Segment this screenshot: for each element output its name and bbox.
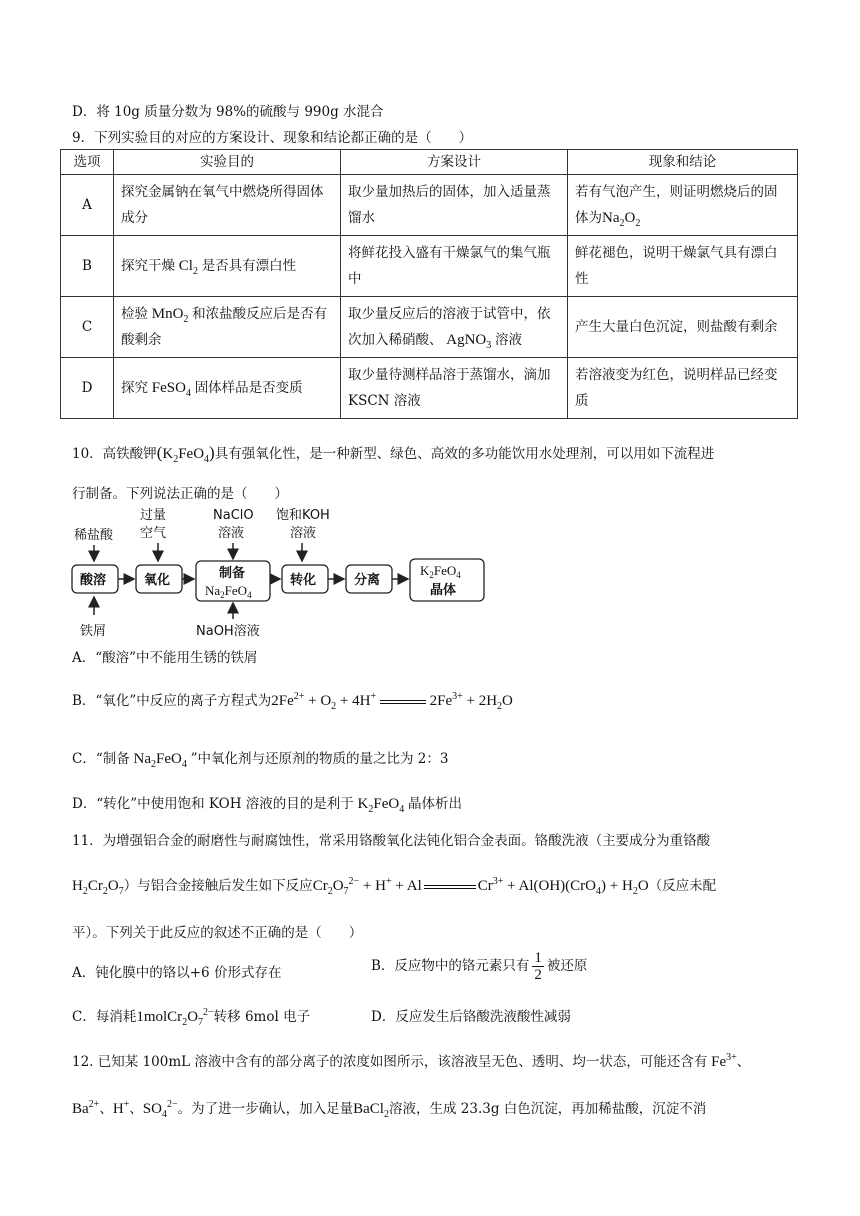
row-purpose: 检验 MnO$_2$ 和浓盐酸反应后是否有酸剩余 <box>114 297 341 358</box>
q11-stem-line3: 平）。下列关于此反应的叙述不正确的是（ ） <box>72 925 363 941</box>
q12-stem-line2: $Ba^{2+}$、H+、$SO_4^{2-}$。为了进一步确认，加入足量BaCl$_2$溶液，生成 23.3g 白色沉淀，再加稀盐酸，沉淀不消 <box>72 1099 707 1120</box>
flow-box-convert-label: 转化 <box>290 573 317 588</box>
row-option: D <box>61 358 114 419</box>
flow-box-oxidize-label: 氧化 <box>144 573 171 588</box>
q10-option-c: C．“制备 $Na_2FeO_4$ ”中氧化剂与还原剂的物质的量之比为 2：3 <box>72 751 449 770</box>
q11-option-c: C．每消耗$1molCr_2O_7^{2-}$转移 6mol 电子 <box>72 1007 311 1028</box>
flow-reagent-air-1: 过量 <box>140 508 167 523</box>
table-row <box>61 236 798 297</box>
flow-reagent-naclo-1: NaClO <box>213 508 254 523</box>
q10-stem-line2: 行制备。下列说法正确的是（ ） <box>72 486 288 502</box>
row-design: 取少量待测样品溶于蒸馏水，滴加 KSCN 溶液 <box>341 358 568 419</box>
q10-flowchart <box>68 503 488 643</box>
col-header: 实验目的 <box>114 150 341 175</box>
row-design: 取少量反应后的溶液于试管中，依次加入稀硝酸、 AgNO$_3$ 溶液 <box>341 297 568 358</box>
row-purpose: 探究金属钠在氧气中燃烧所得固体成分 <box>114 175 341 236</box>
row-result: 若有气泡产生，则证明燃烧后的固体为$Na_2O_2$ <box>568 175 798 236</box>
q12-stem-line1: 12. 已知某 100mL 溶液中含有的部分离子的浓度如图所示，该溶液呈无色、透明、均一状态，可能还含有 $Fe^{3+}$、 <box>72 1052 751 1070</box>
row-option: B <box>61 236 114 297</box>
q9-stem: 9．下列实验目的对应的方案设计、现象和结论都正确的是（ ） <box>72 130 473 146</box>
col-header: 选项 <box>61 150 114 175</box>
flow-reagent-koh-2: 溶液 <box>290 526 317 541</box>
row-design: 将鲜花投入盛有干燥氯气的集气瓶中 <box>341 236 568 297</box>
table-row <box>61 297 798 358</box>
flow-box-prepare-label: 制备 <box>219 566 246 581</box>
flow-box-crystal-formula: $K_2FeO_4$ <box>420 563 461 580</box>
q10-option-b: B．“氧化”中反应的离子方程式为$2Fe^{2+} + O_2 + 4H^+$ $2Fe^{3+} + 2H_2O$ <box>72 691 513 712</box>
flow-box-prepare-formula: $Na_2FeO_4$ <box>205 583 252 600</box>
row-purpose: 探究干燥 $Cl_2$ 是否具有漂白性 <box>114 236 341 297</box>
q11-stem-line1: 11．为增强铝合金的耐磨性与耐腐蚀性，常采用铬酸氧化法钝化铝合金表面。铬酸洗液（主要成分为重铬酸 <box>72 833 711 849</box>
row-option: A <box>61 175 114 236</box>
q11-option-b: B．反应物中的铬元素只有 $\frac{1}{2}$ 被还原 <box>371 950 588 983</box>
col-header: 方案设计 <box>341 150 568 175</box>
flow-reagent-hcl: 稀盐酸 <box>74 528 114 543</box>
flow-reagent-iron: 铁屑 <box>80 624 107 639</box>
row-design: 取少量加热后的固体，加入适量蒸馏水 <box>341 175 568 236</box>
flow-box-crystal-label: 晶体 <box>430 583 457 598</box>
table-row <box>61 175 798 236</box>
q10-option-d: D．“转化”中使用饱和 KOH 溶液的目的是利于 $K_2FeO_4$ 晶体析出 <box>72 796 462 815</box>
flow-box-separate-label: 分离 <box>354 573 381 588</box>
q11-option-a: A．钝化膜中的铬以+6 价形式存在 <box>72 965 282 981</box>
q8-option-d: D．将 10g 质量分数为 98%的硫酸与 990g 水混合 <box>72 104 384 120</box>
row-purpose: 探究 FeSO$_4$ 固体样品是否变质 <box>114 358 341 419</box>
fraction-one-half: $\frac{1}{2}$ <box>534 950 542 983</box>
row-result: 若溶液变为红色，说明样品已经变质 <box>568 358 798 419</box>
flow-reagent-naclo-2: 溶液 <box>218 526 245 541</box>
q9-table <box>60 149 798 419</box>
flow-reagent-koh-1: 饱和KOH <box>276 508 330 523</box>
row-result: 鲜花褪色，说明干燥氯气具有漂白性 <box>568 236 798 297</box>
col-header: 现象和结论 <box>568 150 798 175</box>
table-header-row <box>61 150 798 175</box>
row-option: C <box>61 297 114 358</box>
flow-reagent-air-2: 空气 <box>140 526 167 541</box>
flow-box-acid-label: 酸溶 <box>80 573 107 588</box>
q10-option-a: A．“酸溶”中不能用生锈的铁屑 <box>72 650 258 666</box>
table-row <box>61 358 798 419</box>
flow-reagent-naoh: NaOH溶液 <box>196 624 260 639</box>
q11-stem-line2: $H_2Cr_2O_7$）与铝合金接触后发生如下反应$Cr_2O_7^{2-} + H^+ + Al$ $Cr^{3+} + Al(OH)(CrO_4) + H_2O$（反应未配 <box>72 876 717 897</box>
q10-stem-line1: 10．高铁酸钾$(K_2FeO_4)$具有强氧化性，是一种新型、绿色、高效的多功能饮用水处理剂，可以用如下流程进 <box>72 443 715 465</box>
q11-option-d: D．反应发生后铬酸洗液酸性减弱 <box>371 1009 571 1025</box>
row-result: 产生大量白色沉淀，则盐酸有剩余 <box>568 297 798 358</box>
